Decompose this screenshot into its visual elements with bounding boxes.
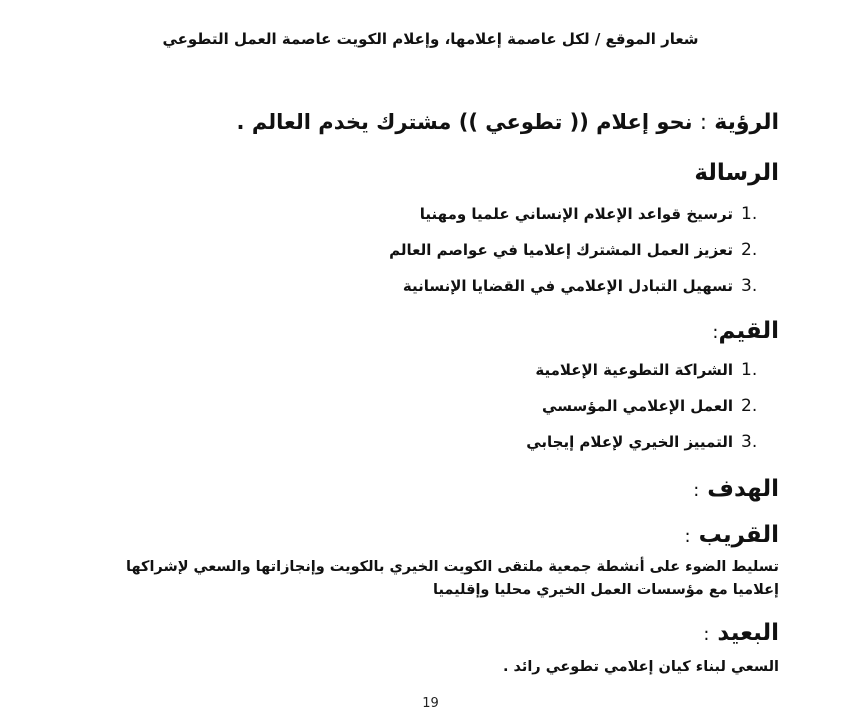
list-item — [526, 424, 779, 460]
list-item — [526, 388, 779, 424]
list-item — [389, 232, 779, 268]
values-list — [526, 352, 779, 460]
goal-colon: : — [693, 480, 700, 501]
goal-heading-text: الهدف — [707, 476, 779, 502]
list-item — [389, 196, 779, 232]
far-colon: : — [703, 624, 710, 645]
list-item — [389, 268, 779, 304]
list-number: 2. — [741, 240, 758, 260]
far-goal-text: السعي لبناء كيان إعلامي تطوعي رائد . — [502, 659, 779, 675]
values-heading — [712, 318, 779, 344]
list-text: الشراكة التطوعية الإعلامية — [535, 361, 733, 379]
values-colon: : — [712, 322, 719, 343]
near-heading — [685, 522, 779, 548]
list-number: 3. — [741, 432, 758, 452]
near-heading-text: القريب — [698, 522, 779, 548]
vision-line — [237, 110, 779, 135]
list-text: تسهيل التبادل الإعلامي في القضايا الإنسانية — [402, 277, 733, 295]
list-number: 2. — [741, 396, 758, 416]
vision-text: نحو إعلام (( تطوعي )) مشترك يخدم العالم . — [236, 110, 693, 134]
list-item — [526, 352, 779, 388]
list-text: تعزيز العمل المشترك إعلاميا في عواصم العالم — [389, 241, 733, 259]
vision-label: الرؤية — [714, 110, 779, 135]
far-heading — [703, 620, 779, 646]
near-colon: : — [684, 526, 691, 547]
far-heading-text: البعيد — [717, 620, 779, 646]
values-heading-text: القيم — [718, 318, 779, 344]
near-goal-text: تسليط الضوء على أنشطة جمعية ملتقى الكويت الخيري بالكويت وإنجازاتها والسعي لإشراكها إعلاميا مع مؤسسات العمل الخيري محليا وإقليميا — [126, 559, 779, 598]
list-text: العمل الإعلامي المؤسسي — [542, 397, 733, 415]
list-number: 1. — [741, 360, 758, 380]
list-text: التمييز الخيري لإعلام إيجابي — [526, 433, 733, 451]
mission-heading: الرسالة — [694, 160, 779, 186]
goal-heading — [693, 476, 779, 502]
list-number: 1. — [741, 204, 758, 224]
mission-list — [389, 196, 779, 304]
list-text: ترسيخ قواعد الإعلام الإنساني علميا ومهنيا — [419, 205, 733, 223]
site-slogan: شعار الموقع / لكل عاصمة إعلامها، وإعلام الكويت عاصمة العمل التطوعي — [162, 30, 699, 48]
page-number: 19 — [422, 696, 439, 711]
vision-separator: : — [699, 110, 707, 134]
list-number: 3. — [741, 276, 758, 296]
